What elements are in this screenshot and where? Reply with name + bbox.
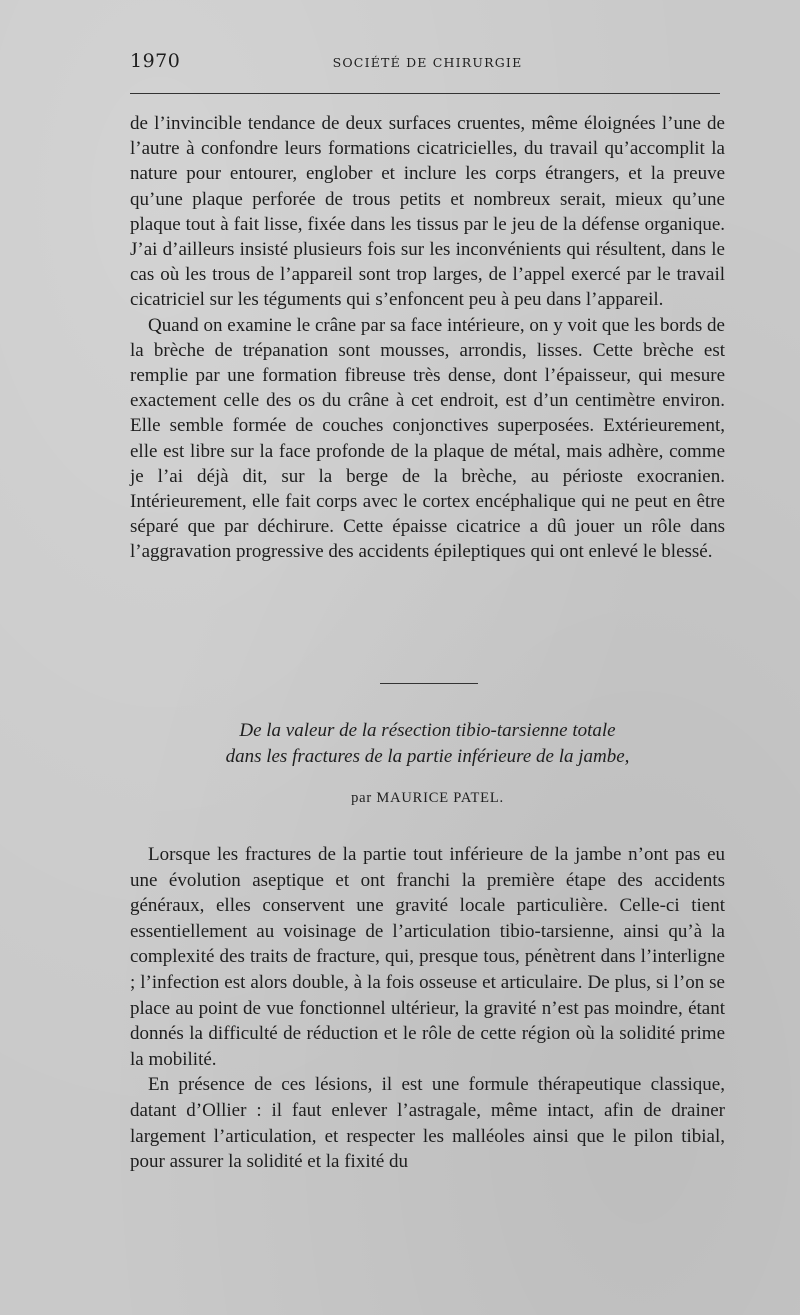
article-title-line: dans les fractures de la partie inférieure de la jambe, bbox=[225, 746, 630, 767]
page-number: 1970 bbox=[130, 50, 181, 72]
running-title: SOCIÉTÉ DE CHIRURGIE bbox=[332, 55, 523, 70]
article-title bbox=[130, 718, 725, 770]
paragraph: Quand on examine le crâne par sa face intérieure, on y voit que les bords de la brèche de trépanation sont mousses, arrondis, lisses. Cette brèche est remplie par une formation fibreuse très dense, dont l’épaisseur, qui mesure exactement celle des os du crâne à cet endroit, est d’un centimètre environ. Elle semble formée de couches conjonctives superposées. Extérieurement, elle est libre sur la face profonde de la plaque de métal, mais adhère, comme je l’ai déjà dit, sur la berge de la brèche, au périoste exocranien. Intérieurement, elle fait corps avec le cortex encéphalique qui ne peut en être séparé que par déchirure. Cette épaisse cicatrice a dû jouer un rôle dans l’aggravation progressive des accidents épileptiques qui ont enlevé le blessé. bbox=[130, 314, 725, 563]
section-divider bbox=[380, 683, 478, 684]
paragraph: de l’invincible tendance de deux surfaces cruentes, même éloignées l’une de l’autre à confondre leurs formations cicatricielles, du travail qu’accomplit la nature pour entourer, englober et inclure les corps étrangers, et la preuve qu’une plaque perforée de trous petits et nombreux serait, mieux qu’une plaque tout à fait lisse, fixée dans les tissus par le jeu de la défense organique. J’ai d’ailleurs insisté plusieurs fois sur les inconvénients qui résultent, dans le cas où les trous de l’appareil sont trop larges, de l’appel exercé par le travail cicatriciel sur les téguments qui s’enfoncent peu à peu dans l’appareil. bbox=[130, 113, 725, 311]
article-body bbox=[130, 842, 725, 1175]
continuation-text bbox=[130, 111, 725, 565]
running-head bbox=[130, 50, 725, 78]
author-byline: par MAURICE PATEL. bbox=[351, 790, 504, 806]
article-title-line: De la valeur de la résection tibio-tarsienne totale bbox=[239, 720, 616, 741]
header-rule bbox=[130, 93, 720, 94]
paragraph: En présence de ces lésions, il est une formule thérapeutique classique, datant d’Ollier : il faut enlever l’astragale, même intact, afin de drainer largement l’articulation, et respecter les malléoles ainsi que le pilon tibial, pour assurer la solidité et la fixité du bbox=[130, 1074, 725, 1173]
paragraph: Lorsque les fractures de la partie tout inférieure de la jambe n’ont pas eu une évolution aseptique et ont franchi la première étape des accidents généraux, elles conservent une gravité locale particulière. Celle-ci tient essentiellement au voisinage de l’articulation tibio-tarsienne, ainsi qu’à la complexité des traits de fracture, qui, presque tous, pénètrent dans l’interligne ; l’infection est alors double, à la fois osseuse et articulaire. De plus, si l’on se place au point de vue fonctionnel ultérieur, la gravité n’est pas moindre, étant donnés la difficulté de réduction et le rôle de cette région où la solidité prime la mobilité. bbox=[130, 844, 725, 1070]
